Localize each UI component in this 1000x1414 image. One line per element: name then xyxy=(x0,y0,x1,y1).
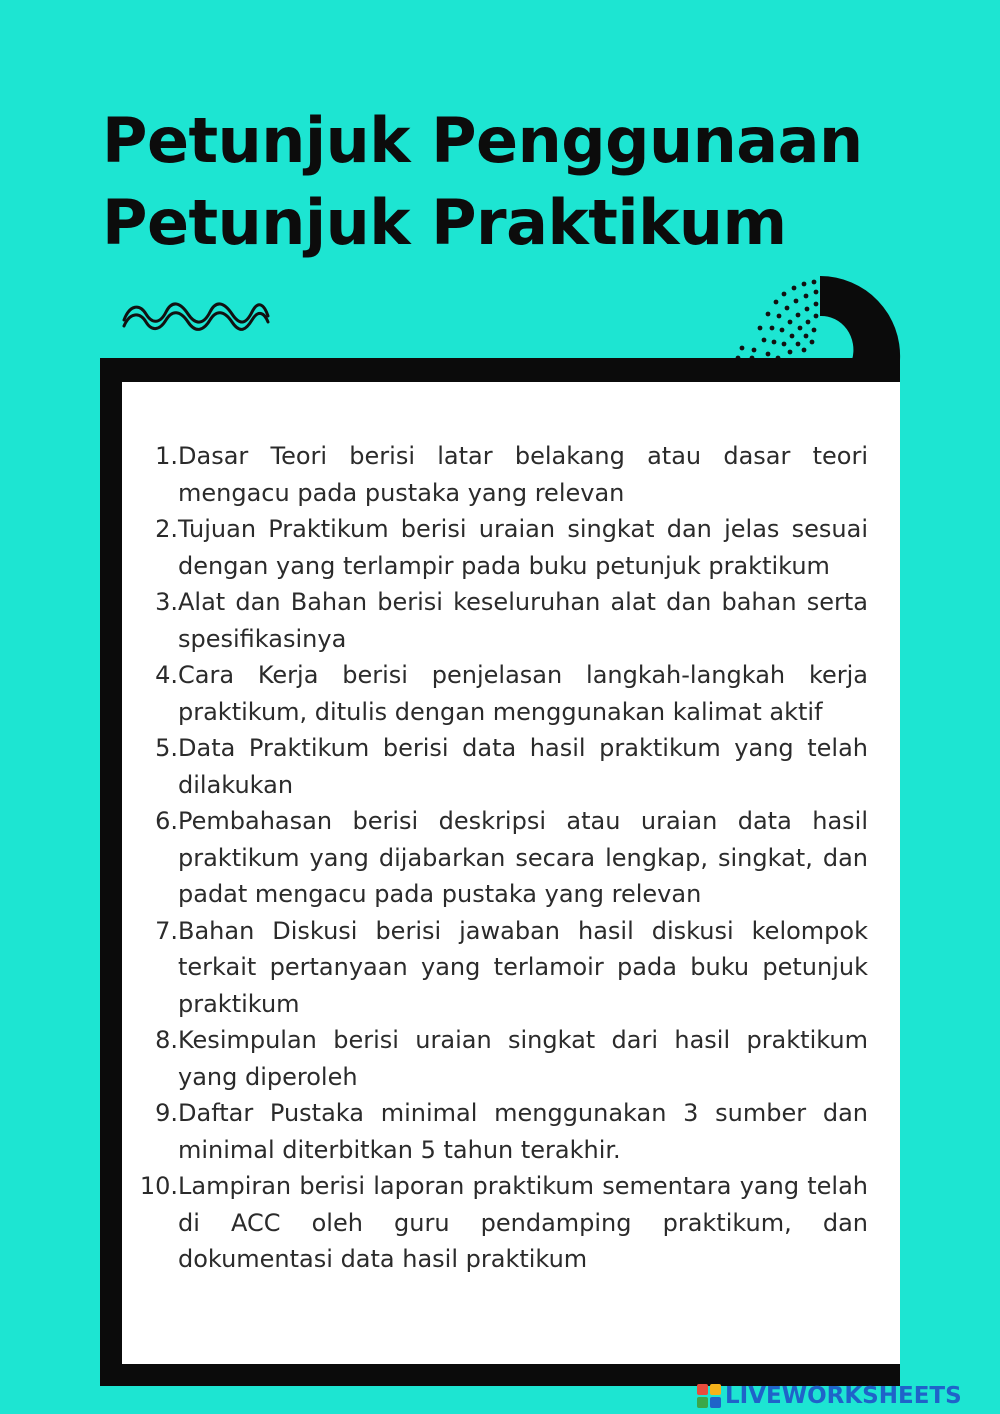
list-item: 3. Alat dan Bahan berisi keseluruhan alat dan bahan serta spesifikasinya xyxy=(155,588,868,653)
liveworksheets-watermark xyxy=(697,1382,962,1410)
brand-name: LIVEWORKSHEETS xyxy=(725,1383,962,1409)
list-item: 5. Data Praktikum berisi data hasil praktikum yang telah dilakukan xyxy=(155,734,868,799)
list-item: 10. Lampiran berisi laporan praktikum sementara yang telah di ACC oleh guru pendamping praktikum, dan dokumentasi data hasil praktikum xyxy=(139,1172,868,1273)
liveworksheets-logo-icon xyxy=(697,1384,721,1408)
title-line-1: Petunjuk Penggunaan xyxy=(102,104,863,177)
arc-decoration xyxy=(820,276,902,362)
squiggle-decoration xyxy=(118,296,274,332)
list-item: 4. Cara Kerja berisi penjelasan langkah-langkah kerja praktikum, ditulis dengan menggunakan kalimat aktif xyxy=(155,661,868,726)
list-item: 9. Daftar Pustaka minimal menggunakan 3 sumber dan minimal diterbitkan 5 tahun terakhir. xyxy=(155,1099,868,1164)
list-item: 1. Dasar Teori berisi latar belakang atau dasar teori mengacu pada pustaka yang relevan xyxy=(155,442,868,507)
list-item: 7. Bahan Diskusi berisi jawaban hasil diskusi kelompok terkait pertanyaan yang terlamoir pada buku petunjuk praktikum xyxy=(155,916,868,1018)
dots-decoration xyxy=(730,276,826,362)
list-item: 6. Pembahasan berisi deskripsi atau uraian data hasil praktikum yang dijabarkan secara lengkap, singkat, dan padat mengacu pada pustaka yang relevan xyxy=(155,807,868,908)
instruction-list xyxy=(128,438,868,1278)
title-line-2: Petunjuk Praktikum xyxy=(102,186,787,259)
list-item: 2. Tujuan Praktikum berisi uraian singkat dan jelas sesuai dengan yang terlampir pada buku petunjuk praktikum xyxy=(155,515,868,580)
list-item: 8. Kesimpulan berisi uraian singkat dari hasil praktikum yang diperoleh xyxy=(155,1026,868,1091)
page-title xyxy=(102,100,863,264)
